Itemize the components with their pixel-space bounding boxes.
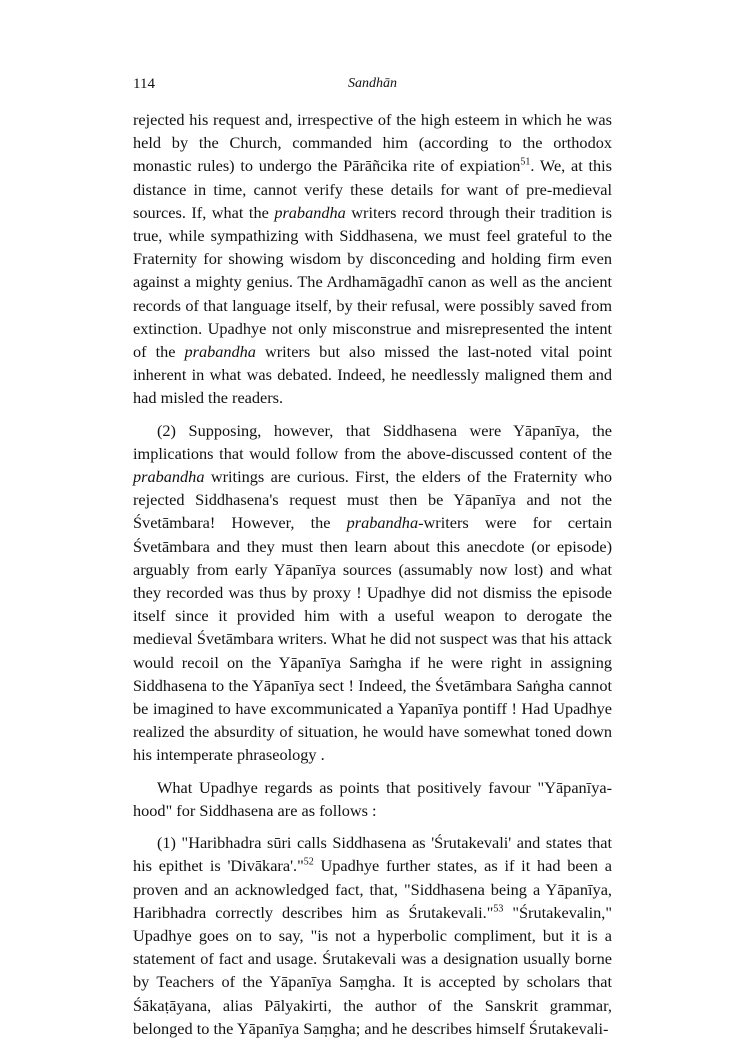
text-run: (2) Supposing, however, that Siddhasena were Yāpanīya, the implications that would follow from the above-discussed content of the — [133, 420, 612, 463]
text-run: writers record through their tradition is true, while sympathizing with Siddhasena, we must feel grateful to the Fraternity for showing wisdom by disconceding and holding firm even against a mighty genius. The Ardhamāgadhī canon as well as the ancient records of that language itself, by their refusal, were possibly saved from extinction. Upadhye not only misconstrue and misrepresented the intent of the — [133, 202, 613, 362]
paragraph — [133, 831, 612, 1040]
text-run: -writers were for certain Śvetāmbara and they must then learn about this anecdote (or episode) arguably from early Yāpanīya sources (assumably now lost) and what they recorded was thus by proxy ! Upadhye did not dismiss the episode itself since it provided him with a useful weapon to derogate the medieval Śvetāmbara writers. What he did not suspect was that his attack would recoil on the Yāpanīya Saṁgha if he were right in assigning Siddhasena to the Yāpanīya sect ! Indeed, the Śvetāmbara Saṅgha cannot be imagined to have excommunicated a Yapanīya pontiff ! Had Upadhye realized the absurdity of situation, he would have somewhat toned down his intemperate phraseology . — [133, 513, 612, 765]
footnote-marker: 51 — [520, 156, 531, 168]
italic-term: prabandha — [346, 513, 419, 533]
italic-term: prabandha — [133, 467, 205, 487]
page-header — [133, 76, 612, 96]
text-run: "Śrutakevalin," Upadhye goes on to say, "is not a hyperbolic compliment, but it is a statement of fact and usage. Śrutakevali was a designation usually borne by Teachers of the Yāpanīya Saṃgha. It is accepted by scholars that Śākaṭāyana, alias Pālyakirti, the author of the Sanskrit grammar, belonged to the Yāpanīya Saṃgha; and he describes himself Śrutakevali- — [133, 902, 612, 1038]
paragraph — [133, 776, 612, 822]
page-number: 114 — [133, 76, 155, 92]
text-run: What Upadhye regards as points that positively favour "Yāpanīya-hood" for Siddhasena are as follows : — [133, 777, 612, 820]
running-title: Sandhān — [348, 76, 397, 91]
body-text — [133, 108, 612, 1040]
footnote-marker: 53 — [493, 903, 504, 915]
text-run: . We, at this distance in time, cannot verify these details for want of pre-medieval sources. If, what the — [133, 156, 612, 222]
text-run: writings are curious. First, the elders of the Fraternity who rejected Siddhasena's request must then be Yāpanīya and not the Śvetāmbara! However, the — [133, 467, 612, 533]
text-run: Upadhye further states, as if it had been a proven and an acknowledged fact, that, "Siddhasena being a Yāpanīya, Haribhadra correctly describes him as Śrutakevali." — [133, 856, 613, 922]
text-run: writers but also missed the last-noted vital point inherent in what was debated. Indeed, he needlessly maligned them and had misled the readers. — [133, 342, 613, 408]
text-run: rejected his request and, irrespective of the high esteem in which he was held by the Church, commanded him (according to the orthodox monastic rules) to undergo the Pārāñcika rite of expiation — [133, 110, 612, 176]
paragraph — [133, 419, 612, 767]
paragraph — [133, 108, 612, 410]
italic-term: prabandha — [274, 202, 346, 222]
footnote-marker: 52 — [303, 856, 314, 868]
italic-term: prabandha — [184, 342, 256, 362]
text-run: (1) "Haribhadra sūri calls Siddhasena as 'Śrutakevali' and states that his epithet is 'Divākara'." — [133, 833, 612, 876]
